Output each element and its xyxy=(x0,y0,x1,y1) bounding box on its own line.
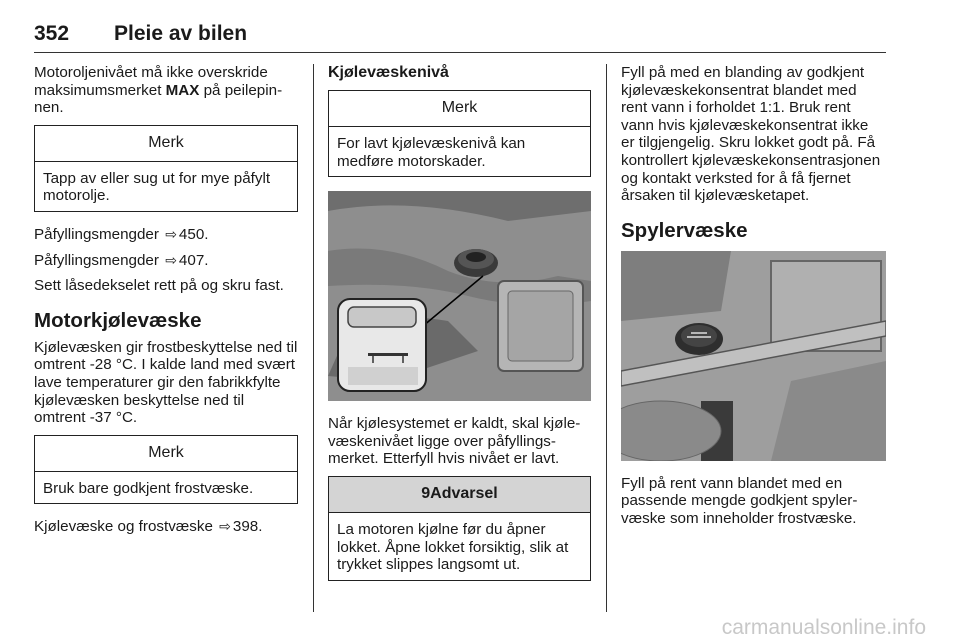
instruction-text: Sett låsedekselet rett på og skru fast. xyxy=(34,277,284,295)
warning-triangle-icon: 9 xyxy=(421,484,431,502)
figure-caption: Når kjølesystemet er kaldt, skal kjølevæskenivået ligge over påfyllingsmerket. Etterfyll hvis nivået er lavt. xyxy=(328,415,581,468)
column-1 xyxy=(34,64,298,544)
warning-title: 9Advarsel xyxy=(329,477,590,513)
section-heading: Spylervæske xyxy=(621,218,748,242)
note-body: For lavt kjølevæskenivå kan medføre motorskader. xyxy=(337,135,526,170)
column-divider xyxy=(313,64,314,612)
coolant-text: Kjølevæsken gir frostbeskyttelse ned til omtrent -28 °C. I kalde land med svært lave temperaturer gir den fabrikkfylte kjølevæsken beskyttelse ned til omtrent -37 °C. xyxy=(34,338,298,427)
coolant-fill-text: Fyll på med en blanding av godkjent kjølevæskekonsentrat blandet med rent vann i forholdet 1:1. Bruk rent vann hvis kjølevæskekonsentrat ikke er tilgjengelig. Skru lokket godt på. Få kontrollert kjølevæskekonsentrasjonen og kontakt verksted for å få fjernet årsaken til kjølevæsketapet. xyxy=(621,64,881,205)
section-heading: Motorkjølevæske xyxy=(34,308,202,332)
column-2 xyxy=(328,64,591,595)
arrow-ref-icon: ⇨ xyxy=(219,518,231,535)
cross-reference[interactable]: Påfyllingsmengder ⇨ 450. xyxy=(34,225,209,243)
page-header xyxy=(34,22,886,53)
note-box xyxy=(328,90,591,177)
cross-reference[interactable]: Kjølevæske og frostvæske ⇨ 398. xyxy=(34,518,263,536)
note-box xyxy=(34,435,298,505)
page-number: 352 xyxy=(34,22,70,45)
oil-level-text: Motoroljenivået må ikke overskride maksimumsmerket MAX på peilepinnen. xyxy=(34,64,283,117)
column-3 xyxy=(621,64,886,536)
watermark: carmanualsonline.info xyxy=(721,616,926,639)
warning-body: La motoren kjølne før du åpner lokket. Åpne lokket forsiktig, slik at trykket slippes langsomt ut. xyxy=(337,520,569,574)
washer-text: Fyll på rent vann blandet med en passende mengde godkjent spylervæske som inneholder frostvæske. xyxy=(621,474,858,527)
cross-reference[interactable]: Påfyllingsmengder ⇨ 407. xyxy=(34,251,209,269)
note-body: Bruk bare godkjent frostvæske. xyxy=(43,479,254,497)
subsection-heading: Kjølevæskenivå xyxy=(328,64,449,81)
warning-box xyxy=(328,476,591,581)
chapter-title: Pleie av bilen xyxy=(114,22,248,45)
coolant-reservoir-photo xyxy=(328,191,591,401)
arrow-ref-icon: ⇨ xyxy=(165,251,177,268)
note-title: Merk xyxy=(329,91,590,127)
note-box xyxy=(34,125,298,212)
note-title: Merk xyxy=(35,436,297,472)
note-body: Tapp av eller sug ut for mye påfylt motorolje. xyxy=(43,169,271,205)
arrow-ref-icon: ⇨ xyxy=(165,225,177,242)
note-title: Merk xyxy=(35,126,297,162)
column-divider xyxy=(606,64,607,612)
washer-reservoir-photo xyxy=(621,251,886,461)
